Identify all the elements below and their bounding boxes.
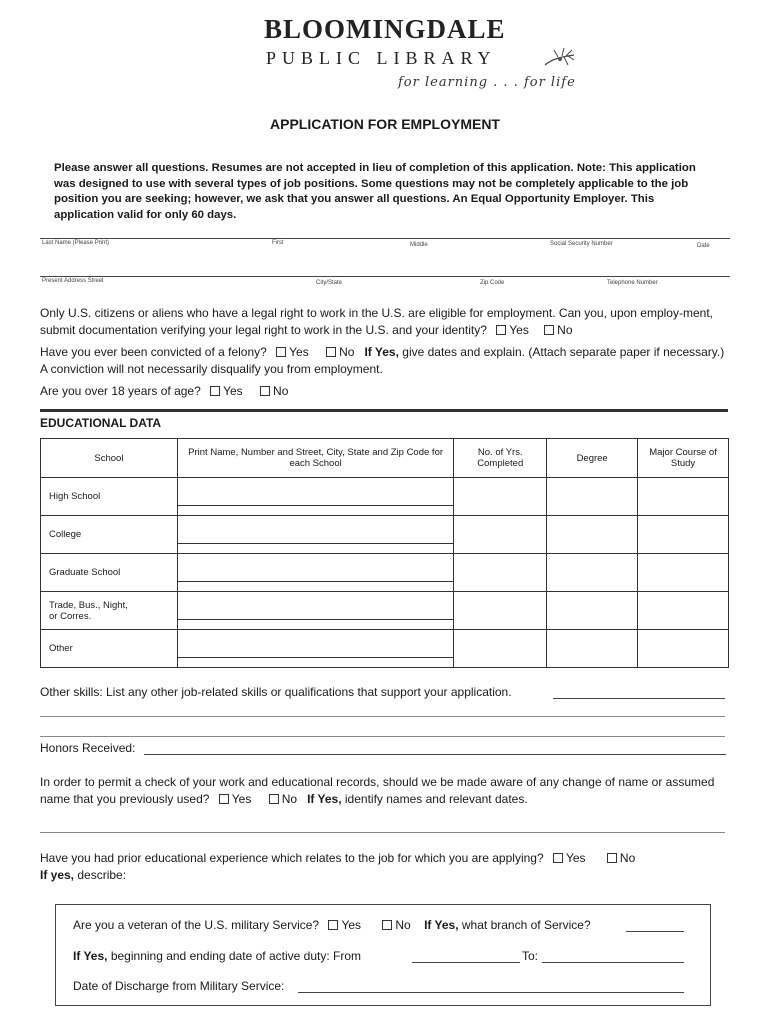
major-cell[interactable] — [638, 516, 729, 554]
no-label: No — [395, 918, 411, 932]
discharge-label: Date of Discharge from Military Service: — [73, 979, 285, 993]
col-degree: Degree — [547, 439, 638, 478]
yes-label: Yes — [289, 345, 309, 359]
row-label: Graduate School — [41, 554, 178, 592]
library-subtitle: PUBLIC LIBRARY — [266, 48, 497, 68]
no-label: No — [273, 384, 289, 398]
name-change-question — [40, 774, 720, 808]
years-cell[interactable] — [454, 554, 547, 592]
ssn-label: Social Security Number — [550, 241, 613, 247]
address-line[interactable] — [40, 276, 730, 277]
years-cell[interactable] — [454, 630, 547, 668]
table-row — [41, 554, 729, 592]
major-cell[interactable] — [638, 554, 729, 592]
prior-yes-checkbox[interactable] — [553, 853, 563, 863]
library-name: BLOOMINGDALE — [264, 14, 506, 44]
col-years: No. of Yrs. Completed — [454, 439, 547, 478]
col-major: Major Course of Study — [638, 439, 729, 478]
zip-label: Zip Code — [480, 280, 505, 286]
active-duty-question — [73, 948, 361, 965]
flower-icon — [540, 45, 580, 75]
degree-cell[interactable] — [547, 554, 638, 592]
yes-label: Yes — [223, 384, 243, 398]
row-label: Other — [41, 630, 178, 668]
felony-yes-checkbox[interactable] — [276, 347, 286, 357]
felony-explain: give dates and explain. (Attach separate paper if necessary.) A conviction will not necessarily disqualify you from employment. — [40, 345, 725, 376]
age-text: Are you over 18 years of age? — [40, 384, 201, 398]
age-no-checkbox[interactable] — [260, 386, 270, 396]
age-question — [40, 383, 288, 400]
years-cell[interactable] — [454, 478, 547, 516]
yes-label: Yes — [231, 792, 252, 806]
skills-line[interactable] — [40, 736, 725, 737]
duty-if-yes: If Yes, — [73, 949, 108, 963]
address-cell[interactable] — [177, 516, 453, 554]
honors-label: Honors Received: — [40, 741, 136, 755]
col-school: School — [41, 439, 178, 478]
felony-no-checkbox[interactable] — [326, 347, 336, 357]
major-cell[interactable] — [638, 592, 729, 630]
felony-text: Have you ever been convicted of a felony? — [40, 345, 267, 359]
years-cell[interactable] — [454, 592, 547, 630]
major-cell[interactable] — [638, 630, 729, 668]
date-label: Date — [697, 243, 710, 249]
felony-question — [40, 344, 730, 378]
address-label: Present Address Street — [42, 278, 104, 284]
name-line[interactable] — [40, 238, 730, 239]
name-change-identify: identify names and relevant dates. — [344, 792, 528, 806]
section-divider — [40, 409, 728, 412]
address-cell[interactable] — [177, 592, 453, 630]
honors-line[interactable] — [144, 754, 726, 755]
education-heading: EDUCATIONAL DATA — [40, 416, 162, 430]
veteran-no-checkbox[interactable] — [382, 920, 392, 930]
table-row — [41, 592, 729, 630]
last-name-label: Last Name (Please Print) — [42, 240, 110, 246]
duty-from-line[interactable] — [412, 962, 520, 963]
address-cell[interactable] — [177, 478, 453, 516]
years-cell[interactable] — [454, 516, 547, 554]
address-cell[interactable] — [177, 630, 453, 668]
no-label: No — [619, 851, 636, 865]
city-label: City/State — [316, 280, 343, 286]
degree-cell[interactable] — [547, 592, 638, 630]
skills-line[interactable] — [553, 698, 725, 699]
prior-no-checkbox[interactable] — [607, 853, 617, 863]
name-change-text: In order to permit a check of your work and educational records, should we be made aware of any change of name or assumed name that you previously used? — [40, 775, 715, 806]
veteran-branch-text: what branch of Service? — [461, 918, 591, 932]
no-label: No — [339, 345, 355, 359]
prior-text: Have you had prior educational experience which relates to the job for which you are applying? — [40, 851, 544, 865]
discharge-line[interactable] — [298, 992, 684, 993]
prior-describe: describe: — [77, 868, 127, 882]
citizen-question — [40, 305, 730, 339]
duty-text: beginning and ending date of active duty: From — [110, 949, 361, 963]
yes-label: Yes — [341, 918, 362, 932]
citizen-text: Only U.S. citizens or aliens who have a legal right to work in the U.S. are eligible for employment. Can you, upon employ-ment, submit documentation verifying your legal right to work in the U.S. and your identity? — [40, 306, 713, 337]
citizen-no-checkbox[interactable] — [544, 325, 554, 335]
felony-if-yes: If Yes, — [364, 345, 399, 359]
name-change-line[interactable] — [40, 832, 725, 833]
major-cell[interactable] — [638, 478, 729, 516]
degree-cell[interactable] — [547, 516, 638, 554]
phone-label: Telephone Number — [607, 280, 658, 286]
duty-to-label: To: — [522, 949, 539, 963]
degree-cell[interactable] — [547, 478, 638, 516]
branch-line[interactable] — [626, 931, 684, 932]
veteran-if-yes: If Yes, — [424, 918, 459, 932]
no-label: No — [281, 792, 298, 806]
row-label: High School — [41, 478, 178, 516]
table-row — [41, 516, 729, 554]
duty-to-line[interactable] — [542, 962, 684, 963]
form-title: APPLICATION FOR EMPLOYMENT — [270, 116, 500, 132]
middle-name-label: Middle — [410, 242, 428, 248]
row-label: College — [41, 516, 178, 554]
citizen-yes-checkbox[interactable] — [496, 325, 506, 335]
table-row — [41, 630, 729, 668]
library-tagline: for learning . . . for life — [398, 75, 576, 90]
row-label: Trade, Bus., Night, or Corres. — [41, 592, 178, 630]
yes-label: Yes — [509, 323, 529, 337]
no-label: No — [557, 323, 573, 337]
skills-question: Other skills: List any other job-related skills or qualifications that support your application. — [40, 685, 512, 699]
instructions: Please answer all questions. Resumes are not accepted in lieu of completion of this application. Note: This application was designed to use with several types of job positions. Some questions may not be completely applicable to the job position you are seeking; however, we ask that you answer all questions. An Equal Opportunity Employer. This application valid for only 60 days. — [54, 162, 696, 221]
veteran-question — [73, 917, 591, 934]
degree-cell[interactable] — [547, 630, 638, 668]
name-change-yes-checkbox[interactable] — [219, 794, 229, 804]
first-name-label: First — [272, 240, 284, 246]
col-address: Print Name, Number and Street, City, State and Zip Code for each School — [177, 439, 453, 478]
veteran-yes-checkbox[interactable] — [328, 920, 338, 930]
name-change-no-checkbox[interactable] — [269, 794, 279, 804]
age-yes-checkbox[interactable] — [210, 386, 220, 396]
skills-line[interactable] — [40, 716, 725, 717]
prior-experience-question — [40, 850, 730, 884]
name-change-if-yes: If Yes, — [307, 792, 342, 806]
yes-label: Yes — [565, 851, 586, 865]
table-row — [41, 478, 729, 516]
veteran-text: Are you a veteran of the U.S. military Service? — [73, 918, 320, 932]
prior-if-yes: If yes, — [40, 868, 75, 882]
address-cell[interactable] — [177, 554, 453, 592]
education-table — [40, 438, 729, 668]
